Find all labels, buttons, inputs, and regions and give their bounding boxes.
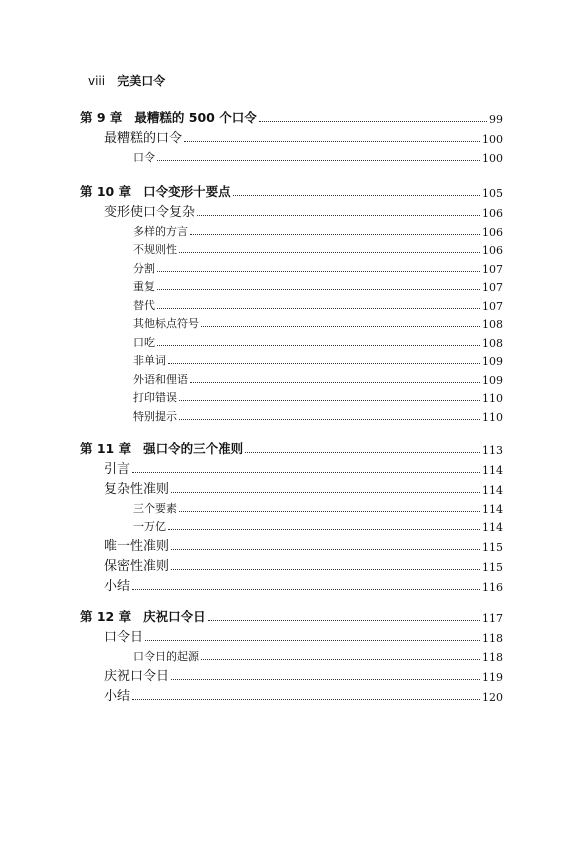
entry-title: 替代 [133,298,155,312]
toc-section-row [104,686,503,704]
entry-title: 外语和俚语 [133,372,188,386]
entry-title: 引言 [104,462,131,477]
page-ref: 115 [482,541,503,554]
chapter-title: 强口令的三个准则 [143,441,244,456]
toc-chapter-row [80,607,503,625]
entry-title: 复杂性准则 [104,482,170,497]
toc-section-row [104,459,503,477]
page-ref: 116 [482,581,503,594]
chapter-heading [80,439,243,457]
toc-subsection-row [133,369,503,387]
chapter-number: 第 11 章 [80,441,132,456]
toc-subsection-row [133,516,503,534]
chapter-heading [80,182,231,200]
dot-leader [190,234,480,235]
chapter-title: 最糟糕的 500 个口令 [134,110,257,125]
dot-leader [197,215,480,216]
entry-title: 分割 [133,261,155,275]
dot-leader [132,589,480,590]
dot-leader [201,326,480,327]
dot-leader [179,400,480,401]
toc-subsection-row [133,313,503,331]
page-ref: 117 [482,612,503,625]
chapter-number: 第 9 章 [80,110,123,125]
entry-title: 其他标点符号 [133,317,199,330]
toc-subsection-row [133,221,503,239]
toc-subsection-row [133,295,503,313]
dot-leader [171,569,480,570]
chapter-heading [80,108,257,126]
page-ref: 106 [482,225,503,239]
dot-leader [145,640,480,641]
toc-subsection-row [133,239,503,257]
dot-leader [171,492,480,493]
toc-subsection-row [133,387,503,405]
page-ref: 110 [482,410,503,424]
dot-leader [208,620,480,621]
entry-title: 特别提示 [133,409,177,423]
dot-leader [168,529,480,530]
page-ref: 100 [482,133,503,146]
dot-leader [157,289,480,290]
page-ref: 109 [482,373,503,387]
page-ref: 114 [482,502,503,516]
page-ref: 108 [482,318,503,331]
page-ref: 118 [482,650,503,664]
entry-title: 口令日的起源 [133,649,199,663]
page-ref: 107 [482,281,503,294]
chapter-title: 口令变形十要点 [143,184,231,199]
dot-leader [245,452,480,453]
dot-leader [168,363,480,364]
page-ref: 106 [482,207,503,220]
entry-title: 庆祝口令日 [104,668,170,684]
toc-section-row [104,576,503,594]
dot-leader [157,271,480,272]
dot-leader [171,679,480,680]
dot-leader [179,511,480,512]
dot-leader [132,699,480,700]
toc-chapter-row [80,108,503,126]
toc-subsection-row [133,332,503,350]
toc-section-row [104,479,503,497]
toc-section-row [104,128,503,146]
dot-leader [157,308,480,309]
entry-title: 不规则性 [133,243,177,256]
dot-leader [184,141,480,142]
toc-section-row [104,556,503,574]
page-ref: 119 [482,670,503,684]
dot-leader [171,549,480,550]
page-ref: 107 [482,299,503,313]
entry-title: 保密性准则 [104,559,170,574]
toc-subsection-row [133,276,503,294]
page-ref: 118 [482,632,503,645]
entry-title: 口吃 [133,335,155,349]
dot-leader [233,195,480,196]
entry-title: 最糟糕的口令 [104,131,183,146]
toc-chapter-row [80,439,503,457]
page-ref: 113 [482,444,503,457]
entry-title: 变形使口令复杂 [104,205,196,220]
toc-subsection-row [133,406,503,424]
toc-chapter-row [80,182,503,200]
entry-title: 小结 [104,579,131,594]
toc-subsection-row [133,646,503,664]
book-title: 完美口令 [117,74,166,88]
toc-section-row [104,627,503,645]
page-ref: 108 [482,336,503,350]
toc-section-row [104,202,503,220]
toc-subsection-row [133,258,503,276]
entry-title: 三个要素 [133,501,177,515]
dot-leader [132,472,480,473]
page-ref: 115 [482,561,503,574]
chapter-title: 庆祝口令日 [143,609,206,624]
page-ref: 106 [482,244,503,257]
dot-leader [190,382,480,383]
entry-title: 唯一性准则 [104,539,170,554]
dot-leader [201,659,480,660]
toc-subsection-row [133,147,503,165]
chapter-number: 第 10 章 [80,184,132,199]
dot-leader [179,252,480,253]
page-ref: 107 [482,262,503,276]
toc-subsection-row [133,350,503,368]
page-ref: 114 [482,464,503,477]
entry-title: 口令日 [104,630,144,645]
page-ref: 110 [482,392,503,405]
page-ref: 105 [482,187,503,200]
page-ref: 114 [482,484,503,497]
dot-leader [259,121,487,122]
toc-section-row [104,666,503,684]
page-ref: 120 [482,690,503,704]
toc-section-row [104,536,503,554]
entry-title: 小结 [104,688,131,704]
dot-leader [179,419,480,420]
page-ref: 114 [482,521,503,534]
dot-leader [157,160,480,161]
chapter-heading [80,607,206,625]
entry-title: 一万亿 [133,520,166,533]
toc-subsection-row [133,498,503,516]
page-number: viii [88,74,106,88]
chapter-number: 第 12 章 [80,609,132,624]
entry-title: 打印错误 [133,391,177,404]
page-ref: 109 [482,355,503,368]
entry-title: 多样的方言 [133,224,188,238]
dot-leader [157,345,480,346]
running-head [88,72,165,89]
page-ref: 100 [482,151,503,165]
entry-title: 非单词 [133,354,166,367]
page-ref: 99 [489,113,503,126]
entry-title: 口令 [133,150,155,164]
entry-title: 重复 [133,280,155,293]
